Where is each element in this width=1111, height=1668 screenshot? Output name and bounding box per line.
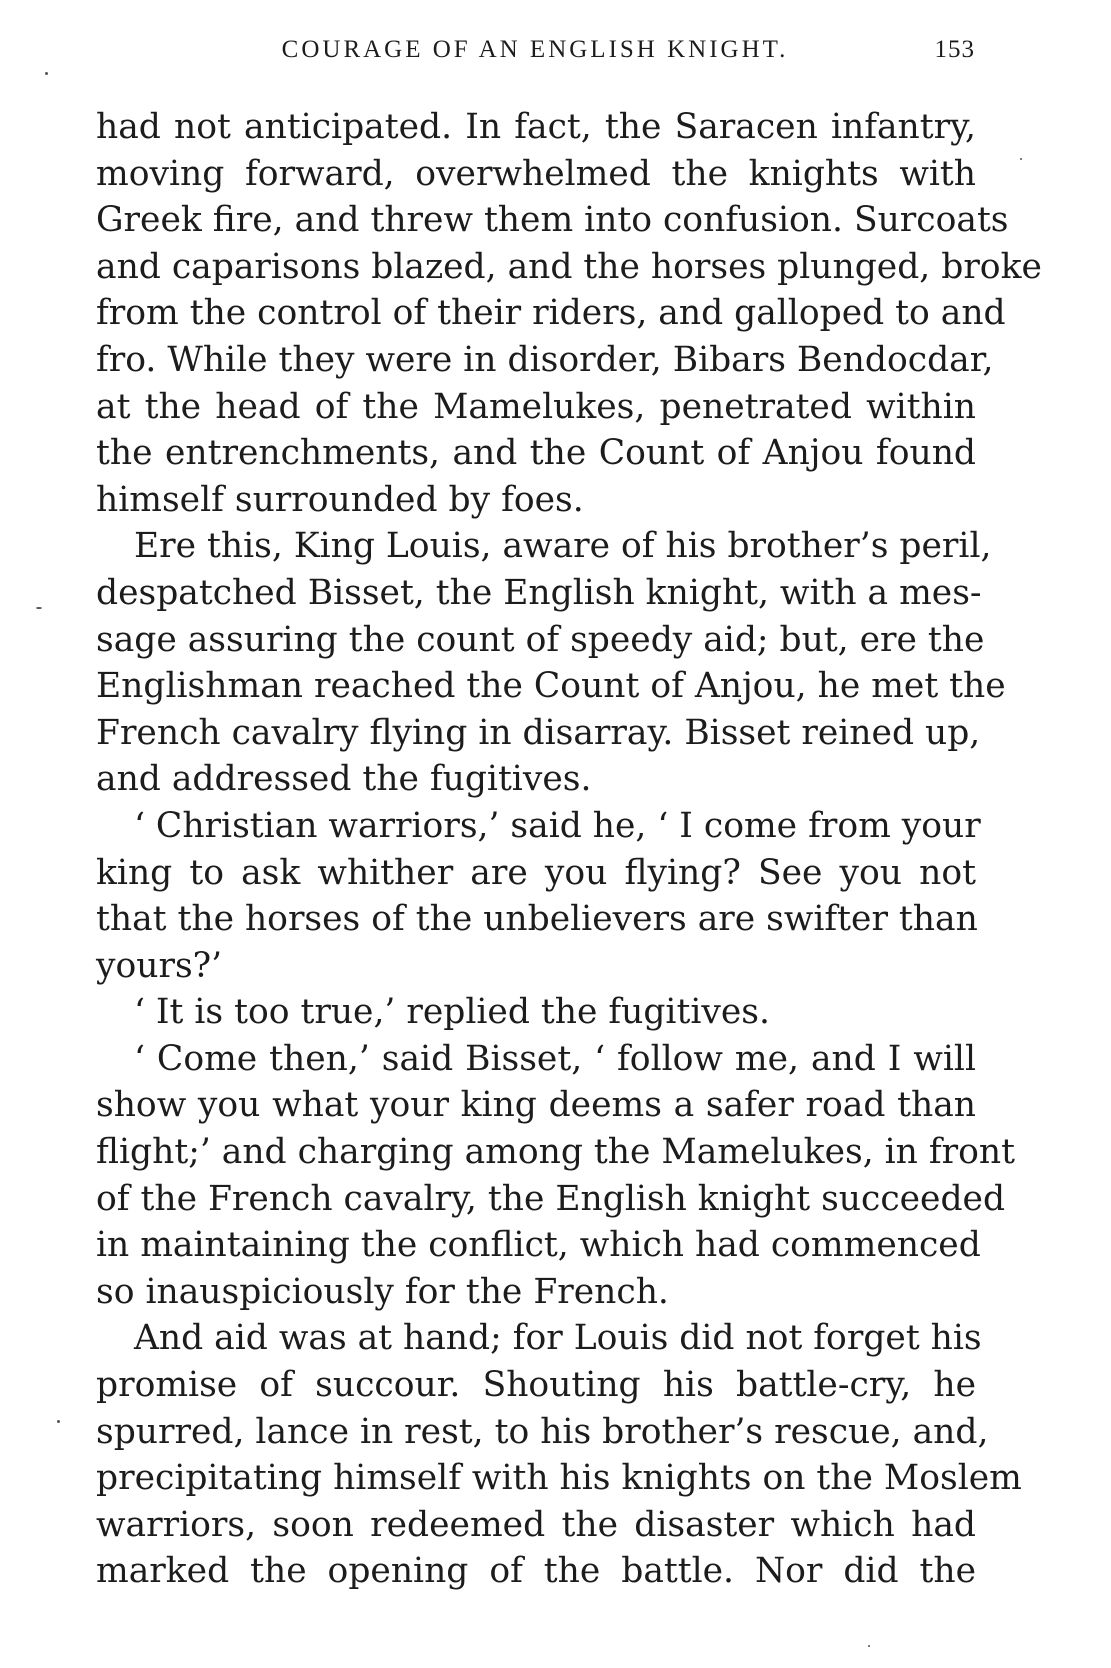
scan-speck — [45, 72, 48, 75]
text-line: and addressed the fugitives. — [96, 759, 592, 800]
text-line: sage assuring the count of speedy aid; but, ere the — [96, 619, 985, 660]
text-line: fro. While they were in disorder, Bibars Bendocdar, — [96, 339, 994, 380]
text-line: had not anticipated. In fact, the Saracen infantry, — [96, 107, 976, 147]
text-line: French cavalry flying in disarray. Bisset reined up, — [96, 712, 981, 753]
text-line: that the horses of the unbelievers are swifter than — [96, 899, 978, 940]
text-line: and caparisons blazed, and the horses plunged, broke — [96, 246, 1042, 287]
text-line: ‘ Come then,’ said Bisset, ‘ follow me, and I will — [134, 1038, 976, 1079]
text-line: marked the opening of the battle. Nor did the — [96, 1551, 976, 1592]
text-line: king to ask whither are you flying? See you not — [96, 852, 976, 893]
text-line: at the head of the Mamelukes, penetrated within — [96, 386, 976, 427]
text-line: warriors, soon redeemed the disaster which had — [96, 1504, 976, 1545]
text-line: of the French cavalry, the English knight succeeded — [96, 1178, 1006, 1219]
text-line: despatched Bisset, the English knight, with a mes- — [96, 572, 982, 613]
text-line: precipitating himself with his knights on the Moslem — [96, 1458, 1022, 1499]
text-line: from the control of their riders, and galloped to and — [96, 293, 1006, 334]
text-line: Englishman reached the Count of Anjou, he met the — [96, 666, 1006, 707]
scan-speck — [868, 1645, 870, 1647]
scan-speck — [36, 607, 42, 609]
running-head — [95, 36, 975, 76]
text-line: flight;’ and charging among the Mamelukes, in front — [96, 1132, 1015, 1173]
running-title: COURAGE OF AN ENGLISH KNIGHT. — [281, 36, 789, 63]
page-number: 153 — [934, 36, 975, 63]
text-line: moving forward, overwhelmed the knights with — [96, 153, 976, 194]
text-line: And aid was at hand; for Louis did not forget his — [134, 1318, 982, 1359]
text-line: so inauspiciously for the French. — [96, 1271, 669, 1312]
text-line: spurred, lance in rest, to his brother’s rescue, and, — [96, 1411, 989, 1452]
text-line: yours?’ — [96, 945, 223, 986]
text-line: ‘ It is too true,’ replied the fugitives. — [134, 992, 770, 1033]
text-line: himself surrounded by foes. — [96, 479, 584, 520]
text-line: the entrenchments, and the Count of Anjou found — [96, 433, 976, 474]
scan-speck — [1020, 158, 1022, 160]
text-line: promise of succour. Shouting his battle-cry, he — [96, 1365, 976, 1406]
text-line: in maintaining the conflict, which had commenced — [96, 1225, 981, 1266]
scan-speck — [57, 1420, 60, 1423]
text-line: show you what your king deems a safer road than — [96, 1085, 976, 1126]
text-line: ‘ Christian warriors,’ said he, ‘ I come from your — [134, 805, 981, 846]
text-line: Ere this, King Louis, aware of his brother’s peril, — [134, 526, 992, 567]
text-line: Greek fire, and threw them into confusion. Surcoats — [96, 200, 1009, 241]
body-text — [96, 104, 1042, 1595]
